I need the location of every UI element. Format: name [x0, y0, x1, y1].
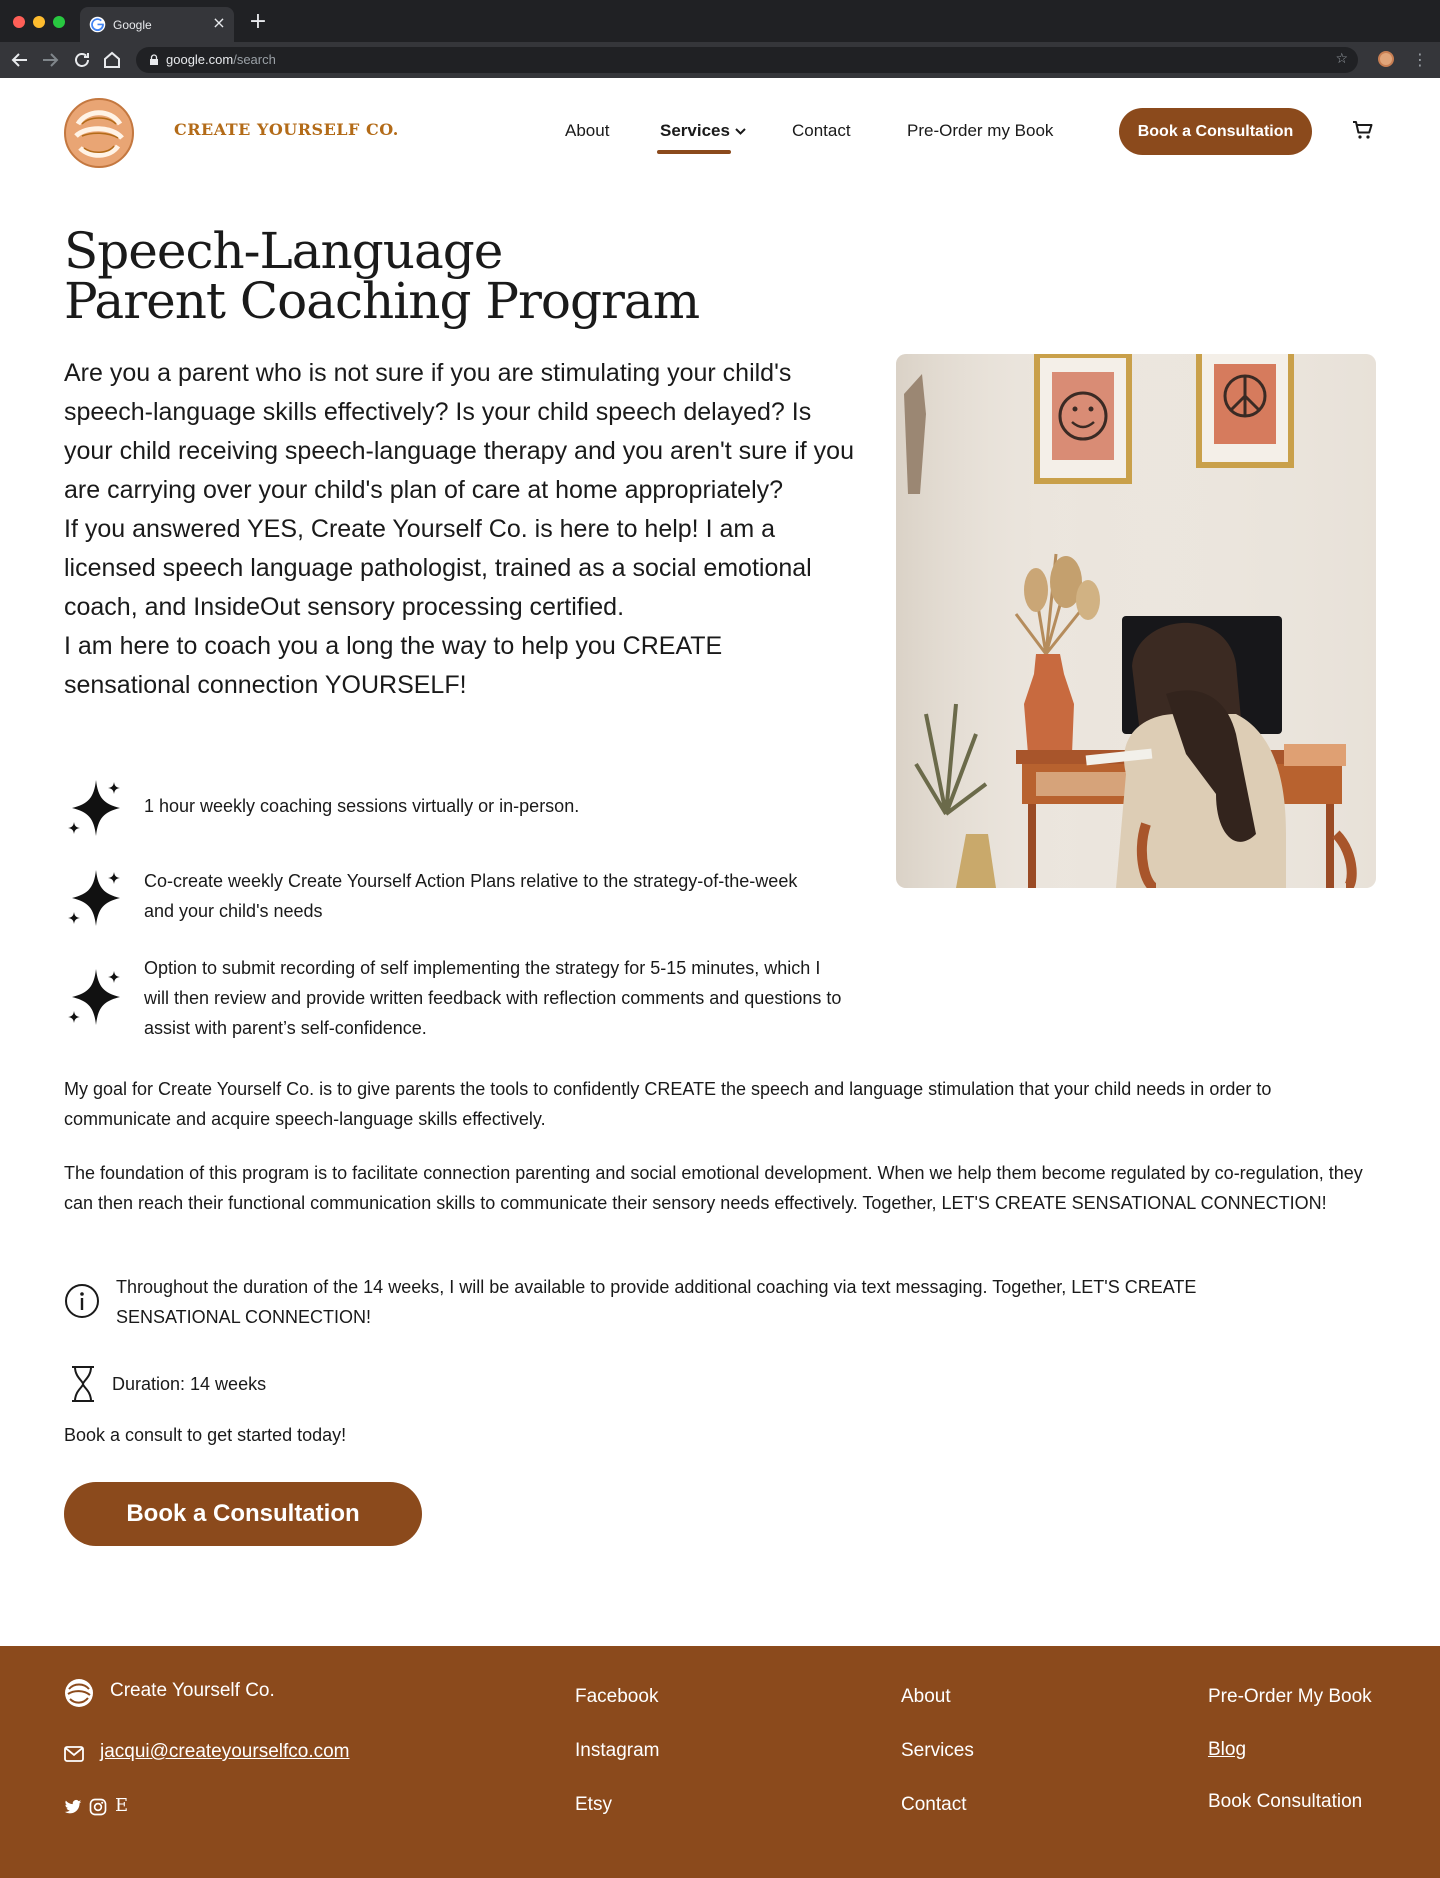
sparkle-icon — [64, 866, 124, 930]
cart-icon[interactable] — [1351, 118, 1375, 142]
page-title — [64, 222, 864, 330]
info-text: Throughout the duration of the 14 weeks, I will be available to provide additional coaching via text messaging. Together, LET'S CREATE SENSATIONAL CONNECTION! — [116, 1277, 1197, 1327]
tab-title: Google — [113, 18, 152, 32]
address-bar[interactable] — [136, 47, 1358, 73]
lock-icon — [148, 54, 160, 66]
close-window-button[interactable] — [13, 16, 25, 28]
goal-paragraph: My goal for Create Yourself Co. is to give parents the tools to confidently CREATE the speech and language stimulation that your child needs in order to communicate and acquire speech-language skills effectively. — [64, 1079, 1272, 1129]
feature-text: 1 hour weekly coaching sessions virtually or in-person. — [144, 796, 580, 816]
cta-text: Book a consult to get started today! — [64, 1425, 347, 1445]
footer-link-preorder-book[interactable]: Pre-Order My Book — [1208, 1686, 1372, 1707]
browser-menu-icon[interactable]: ⋮ — [1412, 50, 1428, 69]
foundation-paragraph: The foundation of this program is to facilitate connection parenting and social emotional development. When we help them become regulated by co-regulation, they can then reach their functional communication skills to communicate their sensory needs effectively. Together, LET'S CREATE SENSATIONAL CONNECTION! — [64, 1163, 1363, 1213]
sparkle-icon — [64, 776, 124, 840]
browser-chrome — [0, 0, 1440, 78]
feature-text: Option to submit recording of self implementing the strategy for 5-15 minutes, which I will then review and provide written feedback with reflection comments and questions to assist with parent’s self-confidence. — [144, 958, 842, 1038]
new-tab-icon[interactable]: + — [248, 9, 268, 34]
twitter-icon[interactable] — [64, 1798, 82, 1816]
sparkle-icon — [64, 965, 124, 1029]
google-favicon-icon — [89, 16, 106, 33]
maximize-window-button[interactable] — [53, 16, 65, 28]
page-title-line-2: Parent Coaching Program — [64, 272, 700, 330]
intro-paragraph-1: Are you a parent who is not sure if you are stimulating your child's speech-language skills effectively? Is your child speech delayed? Is your child receiving speech-language therapy and you aren't sure if you are carrying over your child's plan of care at home appropriately? — [64, 359, 854, 504]
browser-tab[interactable] — [80, 7, 234, 42]
hero-photo — [896, 354, 1376, 888]
nav-services-label: Services — [660, 121, 730, 140]
create-yourself-logo-icon[interactable] — [64, 98, 134, 168]
browser-toolbar — [0, 42, 1440, 78]
back-arrow-icon[interactable] — [8, 48, 32, 72]
chevron-down-icon — [735, 128, 746, 136]
nav-contact[interactable]: Contact — [792, 121, 851, 140]
url-path: /search — [233, 52, 276, 67]
footer-link-etsy[interactable]: Etsy — [575, 1794, 612, 1815]
site-header — [0, 78, 1440, 184]
profile-avatar[interactable] — [1378, 51, 1394, 67]
info-icon — [64, 1283, 100, 1319]
footer-brand[interactable]: Create Yourself Co. — [110, 1680, 275, 1701]
close-tab-icon[interactable]: × — [212, 13, 226, 32]
feature-item-3 — [64, 958, 844, 1055]
footer-email-link[interactable]: jacqui@createyourselfco.com — [100, 1741, 350, 1762]
duration-text: Duration: 14 weeks — [112, 1374, 267, 1394]
url-host: google.com — [166, 52, 234, 67]
hourglass-icon — [70, 1365, 96, 1403]
mail-icon — [64, 1746, 84, 1762]
brand-name[interactable]: CREATE YOURSELF CO. — [174, 120, 399, 139]
footer-link-facebook[interactable]: Facebook — [575, 1686, 659, 1707]
intro-paragraph-3: I am here to coach you a long the way to help you CREATE sensational connection YOURSELF! — [64, 632, 723, 699]
site-footer — [0, 1646, 1440, 1878]
intro-paragraph-2: If you answered YES, Create Yourself Co. is here to help! I am a licensed speech language pathologist, trained as a social emotional coach, and InsideOut sensory processing certified. — [64, 515, 812, 621]
feature-text: Co-create weekly Create Yourself Action Plans relative to the strategy-of-the-week and your child's needs — [144, 871, 798, 921]
active-nav-indicator — [657, 150, 731, 154]
footer-link-services[interactable]: Services — [901, 1740, 974, 1761]
header-book-consultation-button[interactable]: Book a Consultation — [1119, 108, 1312, 155]
page-title-line-1: Speech-Language — [64, 222, 503, 280]
minimize-window-button[interactable] — [33, 16, 45, 28]
url-text — [166, 52, 276, 67]
feature-item-2 — [64, 866, 844, 932]
intro-text — [64, 354, 854, 705]
footer-link-contact[interactable]: Contact — [901, 1794, 967, 1815]
footer-link-about[interactable]: About — [901, 1686, 951, 1707]
footer-link-book-consultation[interactable]: Book Consultation — [1208, 1791, 1363, 1812]
footer-logo-icon[interactable] — [64, 1678, 94, 1708]
bookmark-star-icon[interactable]: ☆ — [1335, 51, 1348, 67]
nav-services[interactable] — [660, 121, 746, 141]
instagram-icon[interactable] — [89, 1798, 107, 1816]
book-consultation-button[interactable]: Book a Consultation — [64, 1482, 422, 1546]
footer-link-blog[interactable]: Blog — [1208, 1739, 1247, 1760]
footer-link-instagram[interactable]: Instagram — [575, 1740, 660, 1761]
home-icon[interactable] — [100, 48, 124, 72]
feature-item-1 — [64, 776, 844, 842]
nav-about[interactable]: About — [565, 121, 610, 140]
etsy-icon[interactable]: E — [115, 1795, 129, 1816]
forward-arrow-icon[interactable] — [38, 48, 62, 72]
tab-strip — [0, 0, 1440, 42]
reload-icon[interactable] — [70, 48, 94, 72]
nav-preorder-book[interactable]: Pre-Order my Book — [907, 121, 1054, 140]
